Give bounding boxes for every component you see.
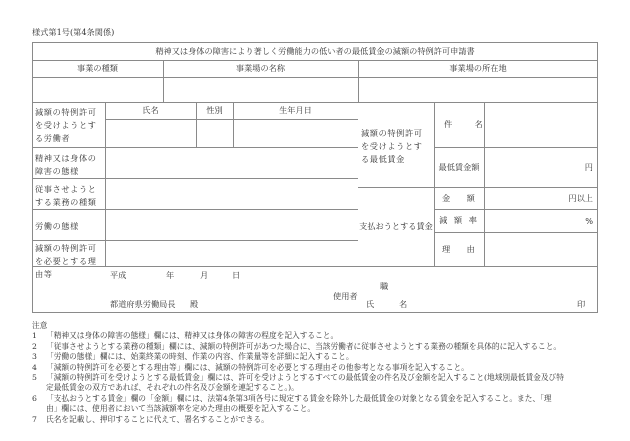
note-text: 「減額の特例許可を受けようとする最低賃金」欄には、許可を受けようとするすべての最低賃金の件名及び金額を記入すること(地域別最低賃金及び特 [46, 373, 564, 383]
employer-name-input[interactable] [410, 298, 570, 310]
note-text: 由」欄には、使用者において当該減額率を定めた理由の概要を記入すること。 [46, 404, 316, 414]
pay-section-label: 支払おうとする賃金 [359, 221, 433, 231]
note-number: 2 [32, 341, 37, 351]
note-number: 5 [32, 373, 37, 383]
form-number: 様式第1号(第4条関係) [32, 27, 115, 37]
date-era: 平成 [110, 270, 127, 280]
form-title: 精神又は身体の障害により著しく労働能力の低い者の最低賃金の減額の特例許可申請書 [155, 45, 475, 56]
case-name-input[interactable] [485, 103, 597, 146]
work-mode-label: 労働の態様 [35, 221, 79, 231]
note-item [32, 352, 564, 362]
note-item [32, 331, 564, 341]
worker-name-input[interactable] [106, 120, 195, 146]
employer-name-label-2: 名 [399, 299, 408, 309]
min-wage-amount-label: 最低賃金額 [438, 161, 480, 172]
date-year: 年 [166, 270, 175, 280]
date-month: 月 [200, 270, 209, 280]
date-day: 日 [232, 270, 241, 280]
work-mode-input[interactable] [106, 210, 357, 240]
reason-label: 減額の特例許可を必要とする理由等 [35, 243, 97, 279]
pay-reason-label [434, 232, 484, 266]
note-item-continued [32, 404, 564, 414]
disability-input[interactable] [106, 148, 357, 178]
notes-heading: 注意 [32, 321, 48, 330]
workplace-name-input[interactable] [164, 78, 357, 101]
pay-reason-input[interactable] [485, 233, 597, 265]
note-item [32, 363, 564, 373]
note-text: 「減額の特例許可を必要とする理由等」欄には、減額の特例許可を必要とする理由その他参考となる事項を記入すること。 [46, 362, 469, 372]
note-text: 「支払おうとする賃金」欄の「金額」欄には、法第4条第3項各号に規定する賃金を除外した最低賃金の対象となる賃金を記入すること。また、「理 [46, 393, 552, 403]
min-wage-amount-field[interactable] [484, 147, 598, 187]
note-number: 7 [32, 414, 37, 424]
pay-reason-text: 理 由 [442, 243, 475, 254]
disability-label: 精神又は身体の障害の態様 [35, 153, 97, 176]
note-number: 3 [32, 352, 37, 362]
business-type-input[interactable] [33, 78, 162, 101]
reason-input[interactable] [106, 241, 357, 265]
note-item [32, 342, 564, 352]
employer-position-input[interactable] [390, 279, 570, 291]
note-text: 氏名を記載し、押印することに代えて、署名することができる。 [46, 414, 269, 424]
employer-position: 職 [380, 281, 389, 291]
worker-sex-input[interactable] [197, 120, 232, 146]
note-number: 1 [32, 331, 37, 341]
addressee-honorific: 殿 [190, 299, 199, 309]
employer-name-label-1: 氏 [366, 299, 375, 309]
worker-birthdate-input[interactable] [234, 120, 357, 146]
yen-unit: 円 [584, 161, 593, 172]
worker-name-header: 氏名 [142, 105, 159, 115]
note-item [32, 415, 564, 425]
worker-birthdate-header: 生年月日 [279, 105, 312, 115]
min-wage-section-label: 減額の特例許可を受けようとする最低賃金 [361, 128, 423, 164]
workplace-location-input[interactable] [359, 78, 597, 101]
job-type-label: 従事させようとする業務の種類 [35, 184, 97, 207]
reduction-rate-field[interactable] [484, 209, 598, 232]
employer-label: 使用者 [333, 291, 358, 301]
note-text: 定最低賃金の双方であれば、それぞれの件名及び金額を連記すること。)。 [46, 383, 299, 393]
reduction-rate-label: 減 額 率 [439, 215, 479, 225]
yen-or-more-unit: 円以上 [568, 192, 593, 203]
note-text: 「従事させようとする業務の種類」欄には、減額の特例許可があつた場合に、当該労働者に従事させようとする業務の種類を具体的に記入すること。 [46, 341, 562, 351]
case-name-text: 件 名 [444, 119, 485, 129]
percent-unit: % [585, 215, 593, 226]
note-text: 「労働の態様」欄には、始業終業の時刻、作業の内容、作業量等を詳細に記入すること。 [46, 352, 354, 362]
note-number: 6 [32, 393, 37, 403]
note-item-continued [32, 383, 564, 393]
case-name-label [434, 102, 484, 147]
header-business-type: 事業の種類 [77, 63, 118, 73]
header-workplace-name: 事業場の名称 [235, 63, 286, 73]
addressee: 都道府県労働局長 [110, 299, 176, 309]
note-text: 「精神又は身体の障害の態様」欄には、精神又は身体の障害の程度を記入すること。 [46, 331, 339, 341]
notes-section [32, 321, 564, 425]
pay-amount-field[interactable] [484, 187, 598, 209]
note-item [32, 373, 564, 383]
note-item [32, 394, 564, 404]
seal-label: 印 [577, 299, 586, 309]
header-workplace-location: 事業場の所在地 [449, 63, 507, 73]
pay-amount-text: 金 額 [442, 192, 475, 203]
pay-amount-label [434, 187, 484, 209]
worker-sex-header: 性別 [206, 105, 223, 115]
job-type-input[interactable] [106, 179, 357, 209]
note-number: 4 [32, 362, 37, 372]
worker-section-label: 減額の特例許可を受けようとする労働者 [35, 107, 97, 143]
